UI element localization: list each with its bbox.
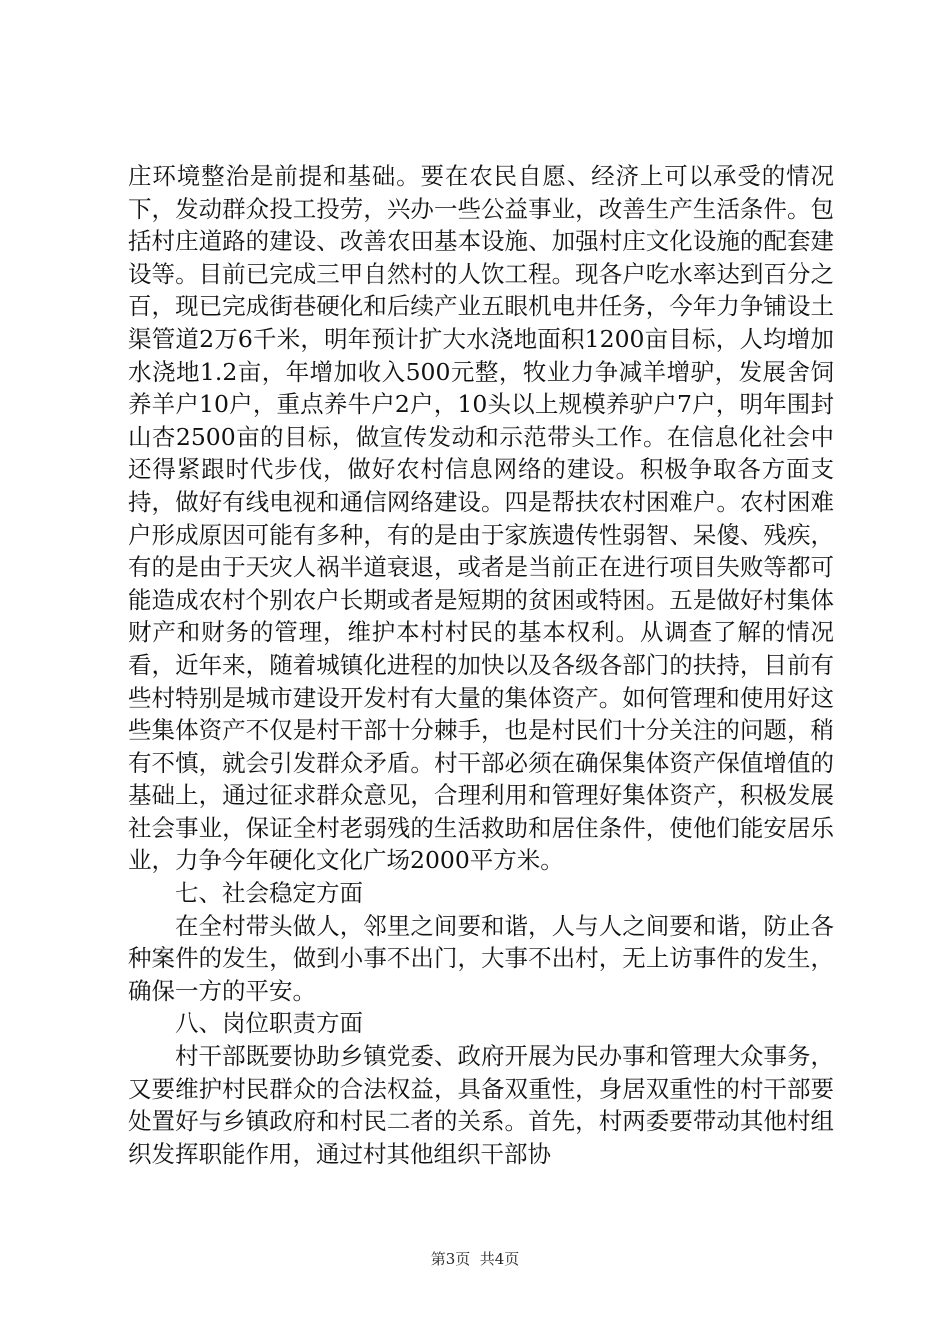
section-heading-job-duties: 八、岗位职责方面 bbox=[175, 1009, 363, 1038]
page-footer: 第3页 共4页 bbox=[430, 1250, 520, 1268]
document-body bbox=[128, 160, 834, 1170]
paragraph-village-environment: 庄环境整治是前提和基础。要在农民自愿、经济上可以承受的情况下，发动群众投工投劳，兴办一些公益事业，改善生产生活条件。包括村庄道路的建设、改善农田基本设施、加强村庄文化设施的配套建设等。目前已完成三甲自然村的人饮工程。现各户吃水率达到百分之百，现已完成街巷硬化和后续产业五眼机电井任务，今年力争铺设土渠管道2万6千米，明年预计扩大水浇地面积1200亩目标，人均增加水浇地1.2亩，年增加收入500元整，牧业力争减羊增驴，发展舍饲养羊户10户，重点养牛户2户，10头以上规模养驴户7户，明年围封山杏2500亩的目标，做宣传发动和示范带头工作。在信息化社会中还得紧跟时代步伐，做好农村信息网络的建设。积极争取各方面支持，做好有线电视和通信网络建设。四是帮扶农村困难户。农村困难户形成原因可能有多种，有的是由于家族遗传性弱智、呆傻、残疾，有的是由于天灾人祸半道衰退，或者是当前正在进行项目失败等都可能造成农村个别农户长期或者是短期的贫困或特困。五是做好村集体财产和财务的管理，维护本村村民的基本权利。从调查了解的情况看，近年来，随着城镇化进程的加快以及各级各部门的扶持，目前有些村特别是城市建设开发村有大量的集体资产。如何管理和使用好这些集体资产不仅是村干部十分棘手，也是村民们十分关注的问题，稍有不慎，就会引发群众矛盾。村干部必须在确保集体资产保值增值的基础上，通过征求群众意见，合理利用和管理好集体资产，积极发展社会事业，保证全村老弱残的生活救助和居住条件，使他们能安居乐业，力争今年硬化文化广场2000平方米。 bbox=[128, 162, 834, 875]
paragraph-social-stability: 在全村带头做人，邻里之间要和谐，人与人之间要和谐，防止各种案件的发生，做到小事不出门，大事不出村，无上访事件的发生，确保一方的平安。 bbox=[128, 911, 834, 1005]
section-heading-social-stability: 七、社会稳定方面 bbox=[175, 879, 363, 908]
paragraph-job-duties: 村干部既要协助乡镇党委、政府开展为民办事和管理大众事务，又要维护村民群众的合法权益，具备双重性，身居双重性的村干部要处置好与乡镇政府和村民二者的关系。首先，村两委要带动其他村组织发挥职能作用，通过村其他组织干部协 bbox=[128, 1042, 834, 1168]
